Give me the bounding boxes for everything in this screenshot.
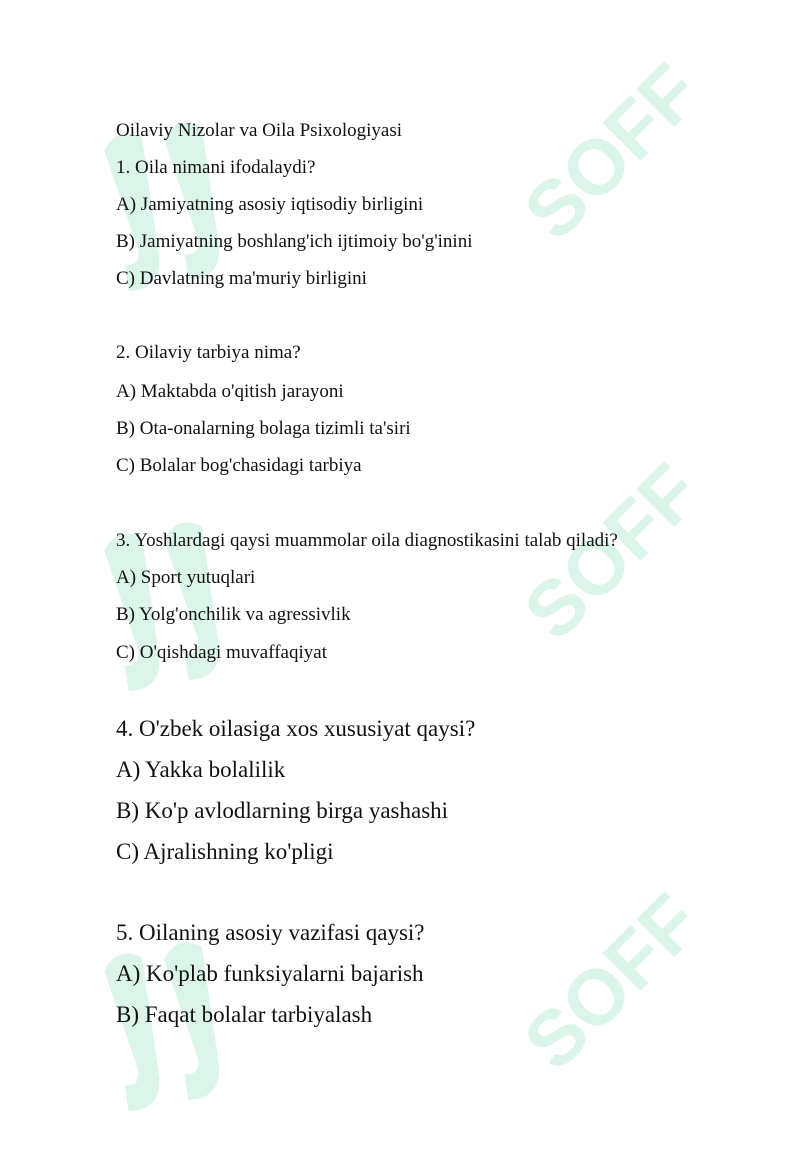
soff-watermark-logo bbox=[470, 10, 770, 310]
question-2-option-a: A) Maktabda o'qitish jarayoni bbox=[116, 381, 344, 402]
question-1: 1. Oila nimani ifodalaydi? bbox=[116, 157, 316, 178]
question-2: 2. Oilaviy tarbiya nima? bbox=[116, 342, 301, 363]
question-1-option-b: B) Jamiyatning boshlang'ich ijtimoiy bo'g'inini bbox=[116, 231, 473, 252]
question-4-option-c: C) Ajralishning ko'pligi bbox=[116, 839, 334, 864]
soff-watermark-logo bbox=[470, 840, 770, 1140]
watermark-text: SOFF bbox=[506, 46, 717, 257]
question-5: 5. Oilaning asosiy vazifasi qaysi? bbox=[116, 920, 425, 945]
document-title: Oilaviy Nizolar va Oila Psixologiyasi bbox=[116, 120, 403, 141]
question-3: 3. Yoshlardagi qaysi muammolar oila diagnostikasini talab qiladi? bbox=[116, 530, 618, 551]
watermark-text: SOFF bbox=[506, 876, 717, 1087]
question-5-option-b: B) Faqat bolalar tarbiyalash bbox=[116, 1002, 373, 1027]
question-4-option-a: A) Yakka bolalilik bbox=[116, 757, 286, 782]
question-2-option-c: C) Bolalar bog'chasidagi tarbiya bbox=[116, 455, 362, 476]
soff-watermark-logo bbox=[470, 410, 770, 710]
watermark-text: SOFF bbox=[506, 446, 717, 657]
question-1-option-c: C) Davlatning ma'muriy birligini bbox=[116, 268, 367, 289]
question-3-option-a: A) Sport yutuqlari bbox=[116, 567, 256, 588]
question-5-option-a: A) Ko'plab funksiyalarni bajarish bbox=[116, 961, 424, 986]
question-4: 4. O'zbek oilasiga xos xususiyat qaysi? bbox=[116, 716, 476, 741]
soff-logo-icon bbox=[50, 850, 350, 1150]
question-3-option-c: C) O'qishdagi muvaffaqiyat bbox=[116, 642, 327, 663]
question-4-option-b: B) Ko'p avlodlarning birga yashashi bbox=[116, 798, 449, 823]
question-2-option-b: B) Ota-onalarning bolaga tizimli ta'siri bbox=[116, 418, 411, 439]
question-3-option-b: B) Yolg'onchilik va agressivlik bbox=[116, 604, 351, 625]
question-1-option-a: A) Jamiyatning asosiy iqtisodiy birligini bbox=[116, 194, 424, 215]
